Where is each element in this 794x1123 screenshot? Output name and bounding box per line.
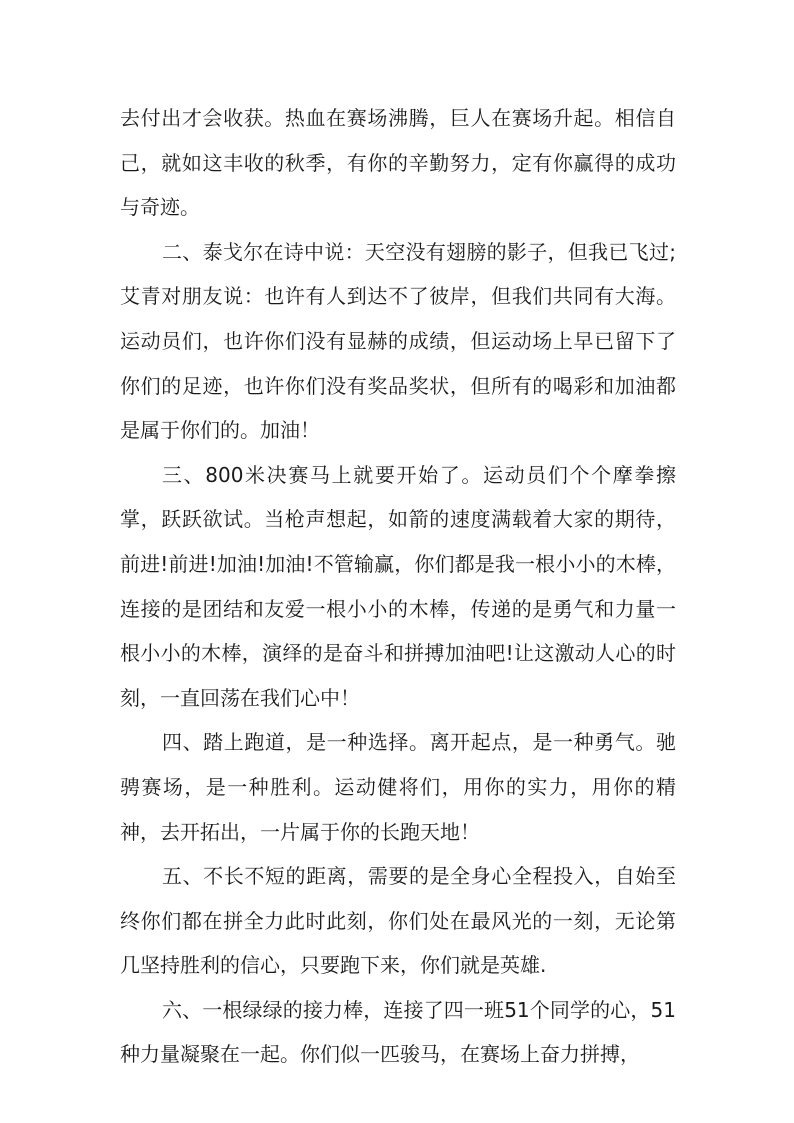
paragraph-2: 二、泰戈尔在诗中说：天空没有翅膀的影子，但我已飞过;艾青对朋友说：也许有人到达不了彼岸，但我们共同有大海。运动员们，也许你们没有显赫的成绩，但运动场上早已留下了你们的足迹，也许你们没有奖品奖状，但所有的喝彩和加油都是属于你们的。加油！ bbox=[120, 239, 676, 443]
paragraph-continuation: 去付出才会收获。热血在赛场沸腾，巨人在赛场升起。相信自己，就如这丰收的秋季，有你的辛勤努力，定有你赢得的成功与奇迹。 bbox=[120, 106, 676, 220]
paragraph-3: 三、800米决赛马上就要开始了。运动员们个个摩拳擦掌，跃跃欲试。当枪声想起，如箭的速度满载着大家的期待，前进!前进!加油!加油!不管输赢，你们都是我一根小小的木棒，连接的是团结和友爱一根小小的木棒，传递的是勇气和力量一根小小的木棒，演绎的是奋斗和拼搏加油吧!让这激动人心的时刻，一直回荡在我们心中！ bbox=[120, 462, 676, 710]
paragraph-4: 四、踏上跑道，是一种选择。离开起点，是一种勇气。驰骋赛场，是一种胜利。运动健将们，用你的实力，用你的精神，去开拓出，一片属于你的长跑天地！ bbox=[120, 730, 676, 844]
paragraph-5: 五、不长不短的距离，需要的是全身心全程投入，自始至终你们都在拼全力此时此刻，你们处在最风光的一刻，无论第几坚持胜利的信心，只要跑下来，你们就是英雄. bbox=[120, 864, 676, 978]
paragraph-6: 六、一根绿绿的接力棒，连接了四一班51个同学的心，51种力量凝聚在一起。你们似一匹骏马，在赛场上奋力拼搏， bbox=[120, 997, 676, 1067]
document-body bbox=[120, 96, 676, 1077]
